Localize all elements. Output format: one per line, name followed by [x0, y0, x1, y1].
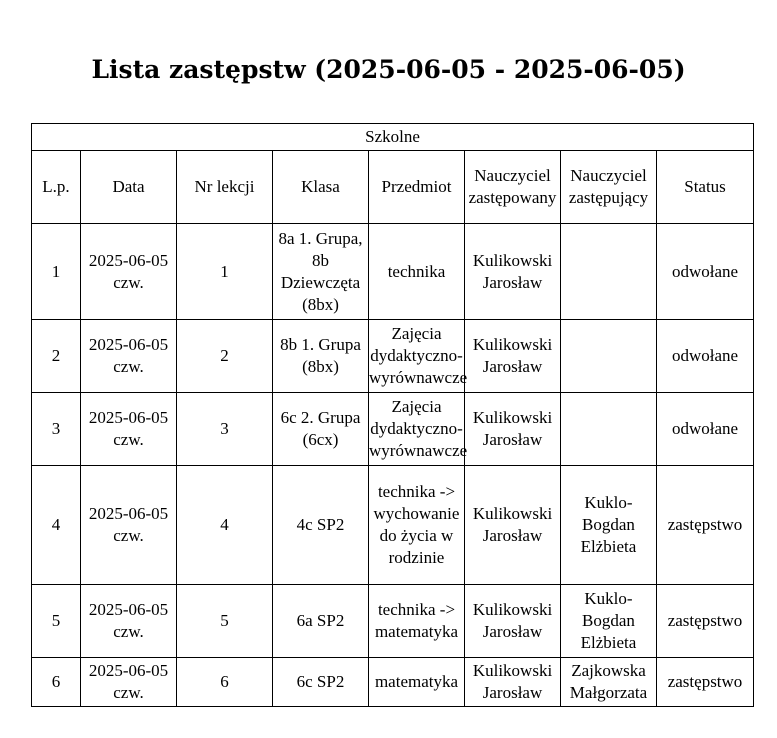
table-row	[32, 320, 754, 393]
column-header-date: Data	[81, 151, 177, 224]
cell-class: 8a 1. Grupa, 8b Dziewczęta (8bx)	[273, 224, 369, 320]
cell-subject: technika -> wychowanie do życia w rodzinie	[369, 466, 465, 585]
cell-status: zastępstwo	[657, 658, 754, 707]
cell-absent-teacher: Kulikowski Jarosław	[465, 320, 561, 393]
cell-subject: technika	[369, 224, 465, 320]
cell-lp: 6	[32, 658, 81, 707]
column-header-lesson: Nr lekcji	[177, 151, 273, 224]
cell-day-value: czw.	[113, 683, 144, 702]
cell-status: odwołane	[657, 224, 754, 320]
cell-lp: 4	[32, 466, 81, 585]
cell-date	[81, 585, 177, 658]
substitutions-table	[31, 123, 754, 707]
table-row	[32, 393, 754, 466]
cell-substitute-teacher: Kuklo-Bogdan Elżbieta	[561, 585, 657, 658]
cell-subject: technika -> matematyka	[369, 585, 465, 658]
cell-status: zastępstwo	[657, 585, 754, 658]
cell-date	[81, 658, 177, 707]
cell-lesson: 6	[177, 658, 273, 707]
section-title: Szkolne	[32, 124, 754, 151]
cell-substitute-teacher: Zajkowska Małgorzata	[561, 658, 657, 707]
cell-date-value: 2025-06-05	[88, 600, 169, 619]
cell-lp: 3	[32, 393, 81, 466]
cell-lp: 5	[32, 585, 81, 658]
cell-date-value: 2025-06-05	[88, 504, 169, 523]
cell-subject: Zajęcia dydaktyczno-wyrównawcze	[369, 393, 465, 466]
cell-date-value: 2025-06-05	[88, 408, 169, 427]
column-header-subject: Przedmiot	[369, 151, 465, 224]
cell-day-value: czw.	[113, 622, 144, 641]
cell-substitute-teacher	[561, 393, 657, 466]
cell-date	[81, 320, 177, 393]
cell-lp: 2	[32, 320, 81, 393]
cell-day-value: czw.	[113, 357, 144, 376]
column-header-class: Klasa	[273, 151, 369, 224]
cell-class: 6c 2. Grupa (6cx)	[273, 393, 369, 466]
cell-status: odwołane	[657, 393, 754, 466]
cell-date-value: 2025-06-05	[88, 250, 169, 270]
column-header-substitute-teacher: Nauczyciel zastępujący	[561, 151, 657, 224]
cell-day-value: czw.	[113, 430, 144, 449]
table-row	[32, 224, 754, 320]
cell-lesson: 3	[177, 393, 273, 466]
column-header-row	[32, 151, 754, 224]
cell-date	[81, 393, 177, 466]
cell-class: 6a SP2	[273, 585, 369, 658]
cell-day-value: czw.	[113, 526, 144, 545]
cell-class: 8b 1. Grupa (8bx)	[273, 320, 369, 393]
cell-lp: 1	[32, 224, 81, 320]
page-title: Lista zastępstw (2025-06-05 - 2025-06-05)	[91, 55, 686, 84]
column-header-absent-teacher: Nauczyciel zastępowany	[465, 151, 561, 224]
cell-date	[81, 224, 177, 320]
cell-lesson: 1	[177, 224, 273, 320]
cell-date-value: 2025-06-05	[88, 661, 169, 680]
cell-absent-teacher: Kulikowski Jarosław	[465, 393, 561, 466]
cell-lesson: 4	[177, 466, 273, 585]
cell-class: 6c SP2	[273, 658, 369, 707]
cell-substitute-teacher	[561, 224, 657, 320]
cell-day-value: czw.	[113, 272, 144, 292]
cell-status: zastępstwo	[657, 466, 754, 585]
cell-absent-teacher: Kulikowski Jarosław	[465, 224, 561, 320]
cell-substitute-teacher	[561, 320, 657, 393]
section-header-row	[32, 124, 754, 151]
column-header-status: Status	[657, 151, 754, 224]
column-header-lp: L.p.	[32, 151, 81, 224]
cell-absent-teacher: Kulikowski Jarosław	[465, 658, 561, 707]
table-row	[32, 658, 754, 707]
cell-lesson: 2	[177, 320, 273, 393]
cell-absent-teacher: Kulikowski Jarosław	[465, 466, 561, 585]
cell-subject: Zajęcia dydaktyczno-wyrównawcze	[369, 320, 465, 393]
cell-subject: matematyka	[369, 658, 465, 707]
cell-absent-teacher: Kulikowski Jarosław	[465, 585, 561, 658]
cell-date-value: 2025-06-05	[88, 335, 169, 354]
cell-lesson: 5	[177, 585, 273, 658]
cell-substitute-teacher: Kuklo-Bogdan Elżbieta	[561, 466, 657, 585]
cell-class: 4c SP2	[273, 466, 369, 585]
table-row	[32, 585, 754, 658]
table-row	[32, 466, 754, 585]
cell-date	[81, 466, 177, 585]
cell-status: odwołane	[657, 320, 754, 393]
